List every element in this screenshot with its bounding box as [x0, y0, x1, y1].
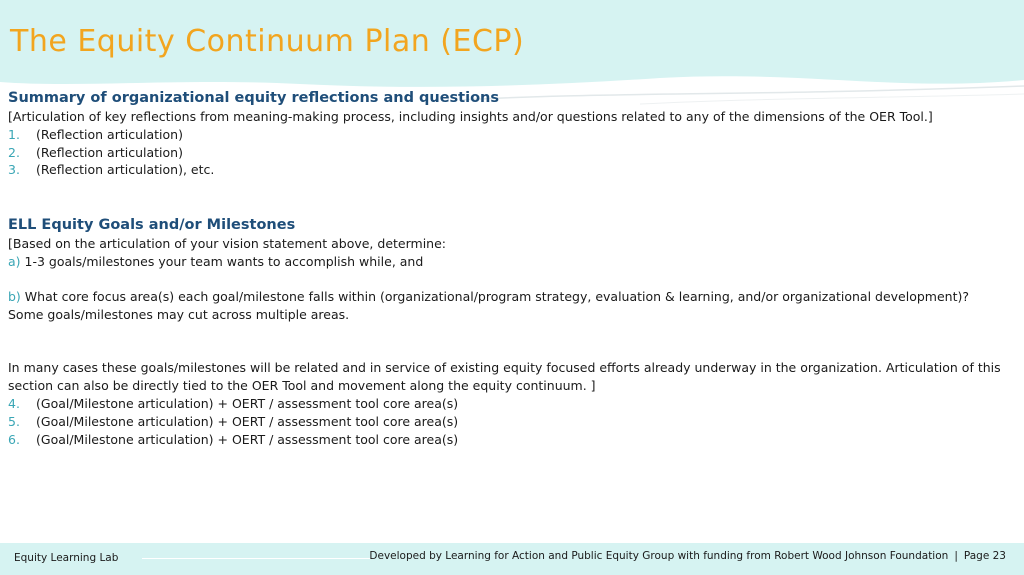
list-number: 5. — [8, 413, 20, 429]
list-item — [8, 144, 1008, 162]
goals-intro: [Based on the articulation of your vision statement above, determine: — [8, 235, 446, 251]
list-text: (Goal/Milestone articulation) + OERT / assessment tool core area(s) — [36, 413, 459, 429]
goals-option-b — [8, 288, 1008, 324]
list-item — [8, 126, 1008, 144]
list-item — [8, 395, 1008, 413]
option-a-letter: a) — [8, 253, 21, 269]
option-a-text: 1-3 goals/milestones your team wants to accomplish while, and — [20, 253, 424, 269]
list-number: 3. — [8, 162, 20, 178]
footer-divider — [142, 558, 372, 559]
list-number: 4. — [8, 395, 20, 411]
option-b-text: What core focus area(s) each goal/milestone falls within (organizational/program strategy, evaluation & learning, and/or organizational development)? Some goals/milestones may cut across multiple areas. — [8, 289, 970, 322]
list-item — [8, 413, 1008, 431]
option-b-letter: b) — [8, 289, 21, 305]
main-content — [8, 88, 1008, 448]
page-number: 23 — [992, 550, 1006, 562]
goals-context: In many cases these goals/milestones will be related and in service of existing equity focused efforts already underway in the organization. Articulation of this section can also be directly tied to the OER Tool and movement along the equity continuum. ] — [8, 360, 1001, 394]
list-text: (Goal/Milestone articulation) + OERT / assessment tool core area(s) — [36, 431, 459, 447]
list-number: 2. — [8, 144, 20, 160]
page-title: The Equity Continuum Plan (ECP) — [10, 24, 525, 59]
goals-option-a — [8, 253, 1008, 271]
list-number: 6. — [8, 431, 20, 447]
list-item — [8, 431, 1008, 449]
list-text: (Reflection articulation), etc. — [36, 162, 215, 178]
reflections-intro: [Articulation of key reflections from meaning-making process, including insights and/or questions related to any of the dimensions of the OER Tool.] — [8, 109, 933, 124]
footer-org-name: Equity Learning Lab — [14, 552, 119, 564]
list-item — [8, 161, 1008, 179]
reflections-heading: Summary of organizational equity reflections and questions — [8, 90, 500, 106]
goals-heading: ELL Equity Goals and/or Milestones — [8, 216, 296, 233]
footer-bar — [0, 543, 1024, 575]
list-text: (Reflection articulation) — [36, 144, 183, 160]
list-text: (Reflection articulation) — [36, 126, 183, 142]
list-number: 1. — [8, 126, 20, 142]
footer-page-label: Page — [963, 550, 990, 562]
list-text: (Goal/Milestone articulation) + OERT / assessment tool core area(s) — [36, 395, 459, 411]
footer-credit-text: Developed by Learning for Action and Public Equity Group with funding from Robert Wood Johnson Foundation — [369, 550, 949, 562]
footer-credit — [369, 550, 1006, 562]
footer-separator: | — [954, 550, 958, 562]
